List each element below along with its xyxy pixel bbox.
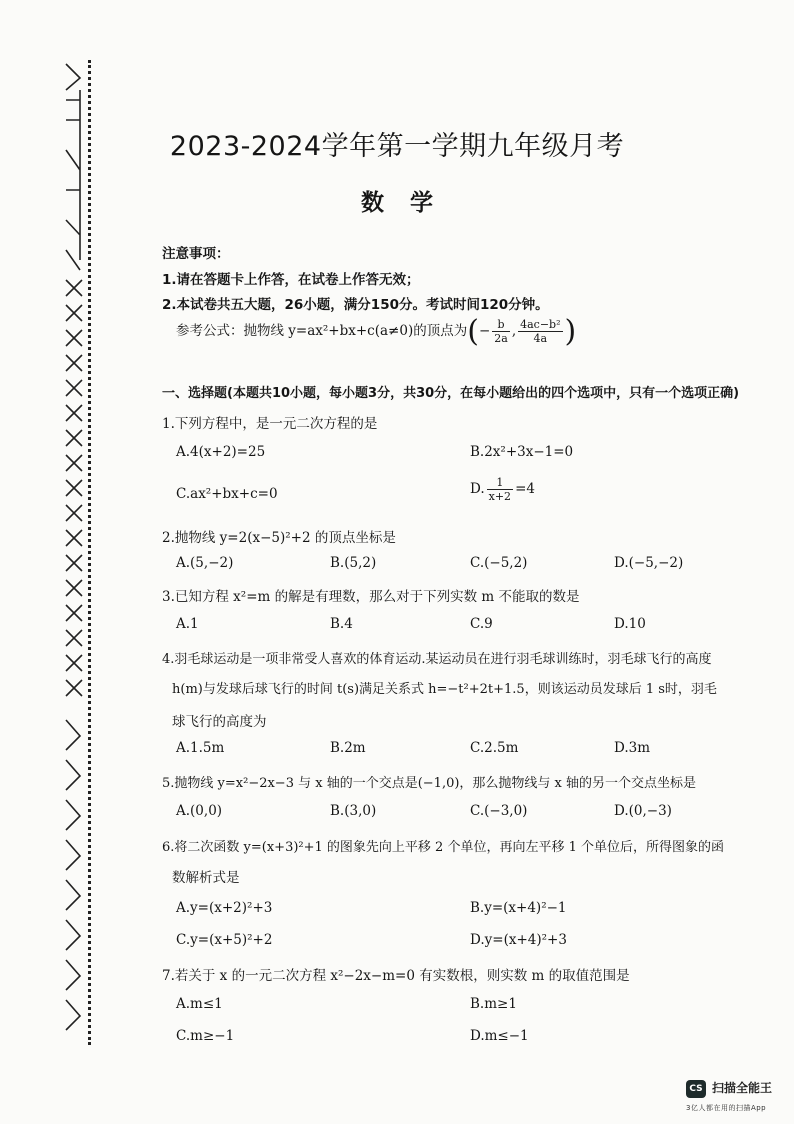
q5-option-c: C.(−3,0) xyxy=(470,803,528,819)
q2-option-b: B.(5,2) xyxy=(330,555,377,571)
q2-option-c: C.(−5,2) xyxy=(470,555,528,571)
formula-prefix: 参考公式：抛物线 y=ax²+bx+c(a≠0)的顶点为 xyxy=(176,323,468,339)
q1-option-a: A.4(x+2)=25 xyxy=(176,444,266,460)
q2-option-a: A.(5,−2) xyxy=(176,555,234,571)
scanner-tagline: 3亿人都在用的扫描App xyxy=(686,1104,767,1112)
notes-item-2: 2.本试卷共五大题，26小题，满分150分。考试时间120分钟。 xyxy=(162,297,549,313)
formula-frac-2: $\frac{\text{4ac−b²}}{4a}$ xyxy=(520,318,561,345)
q6-option-d: D.y=(x+4)²+3 xyxy=(470,932,567,948)
scanner-app-name: 扫描全能王 xyxy=(712,1081,773,1095)
question-3-stem: 3.已知方程 x²=m 的解是有理数，那么对于下列实数 m 不能取的数是 xyxy=(162,589,580,605)
q7-option-b: B.m≥1 xyxy=(470,996,517,1012)
question-6-stem: 6.将二次函数 y=(x+3)²+1 的图象先向上平移 2 个单位，再向左平移 1 个单位后，所得图象的函 xyxy=(162,840,724,855)
section-1-heading: 一、选择题(本题共10小题，每小题3分，共30分，在每小题给出的四个选项中，只有一个选项正确) xyxy=(162,386,740,401)
formula-frac-1: $\frac{b}{2a}$ xyxy=(494,318,508,345)
q4-option-c: C.2.5m xyxy=(470,740,519,756)
q7-option-c: C.m≥−1 xyxy=(176,1028,235,1044)
q2-option-d: D.(−5,−2) xyxy=(614,555,684,571)
q3-option-a: A.1 xyxy=(176,616,199,632)
q1-option-c: C.ax²+bx+c=0 xyxy=(176,486,278,502)
question-2-stem: 2.抛物线 y=2(x−5)²+2 的顶点坐标是 xyxy=(162,530,396,546)
q7-option-d: D.m≤−1 xyxy=(470,1028,529,1044)
question-6-stem-line-2: 数解析式是 xyxy=(172,870,240,886)
q4-option-a: A.1.5m xyxy=(176,740,225,756)
q4-option-d: D.3m xyxy=(614,740,651,756)
notes-heading: 注意事项： xyxy=(162,246,230,262)
q6-option-a: A.y=(x+2)²+3 xyxy=(176,900,273,916)
exam-title: 2023-2024学年第一学期九年级月考 xyxy=(169,131,625,162)
q3-option-c: C.9 xyxy=(470,616,493,632)
subject-title: 数学 xyxy=(361,190,459,216)
q5-option-a: A.(0,0) xyxy=(176,803,223,819)
question-4-stem-line-3: 球飞行的高度为 xyxy=(172,714,267,730)
question-5-stem: 5.抛物线 y=x²−2x−3 与 x 轴的一个交点是(−1,0)，那么抛物线与 x 轴的另一个交点坐标是 xyxy=(162,776,697,791)
q4-option-b: B.2m xyxy=(330,740,366,756)
camscanner-logo-icon: CS xyxy=(686,1080,706,1098)
q6-option-c: C.y=(x+5)²+2 xyxy=(176,932,273,948)
question-4-stem: 4.羽毛球运动是一项非常受人喜欢的体育运动.某运动员在进行羽毛球训练时，羽毛球飞行的高度 xyxy=(162,652,712,667)
q3-option-b: B.4 xyxy=(330,616,353,632)
q5-option-d: D.(0,−3) xyxy=(614,803,672,819)
formula-line: 参考公式：抛物线 y=ax²+bx+c(a≠0)的顶点为(− $\frac{b}{2a}$ , $\frac{\text{4ac−b²}}{4a}$ ) xyxy=(176,314,577,349)
question-1-stem: 1.下列方程中，是一元二次方程的是 xyxy=(162,416,378,432)
q1-option-b: B.2x²+3x−1=0 xyxy=(470,444,574,460)
q5-option-b: B.(3,0) xyxy=(330,803,377,819)
q7-option-a: A.m≤1 xyxy=(176,996,223,1012)
q3-option-d: D.10 xyxy=(614,616,646,632)
notes-item-1: 1.请在答题卡上作答，在试卷上作答无效； xyxy=(162,272,420,288)
q6-option-b: B.y=(x+4)²−1 xyxy=(470,900,567,916)
q1-option-d: D. $\frac{1}{x+2}$ =4 xyxy=(470,476,535,503)
question-7-stem: 7.若关于 x 的一元二次方程 x²−2x−m=0 有实数根，则实数 m 的取值范围是 xyxy=(162,968,630,984)
question-4-stem-line-2: h(m)与发球后球飞行的时间 t(s)满足关系式 h=−t²+2t+1.5，则该运动员发球后 1 s时，羽毛 xyxy=(172,682,717,697)
